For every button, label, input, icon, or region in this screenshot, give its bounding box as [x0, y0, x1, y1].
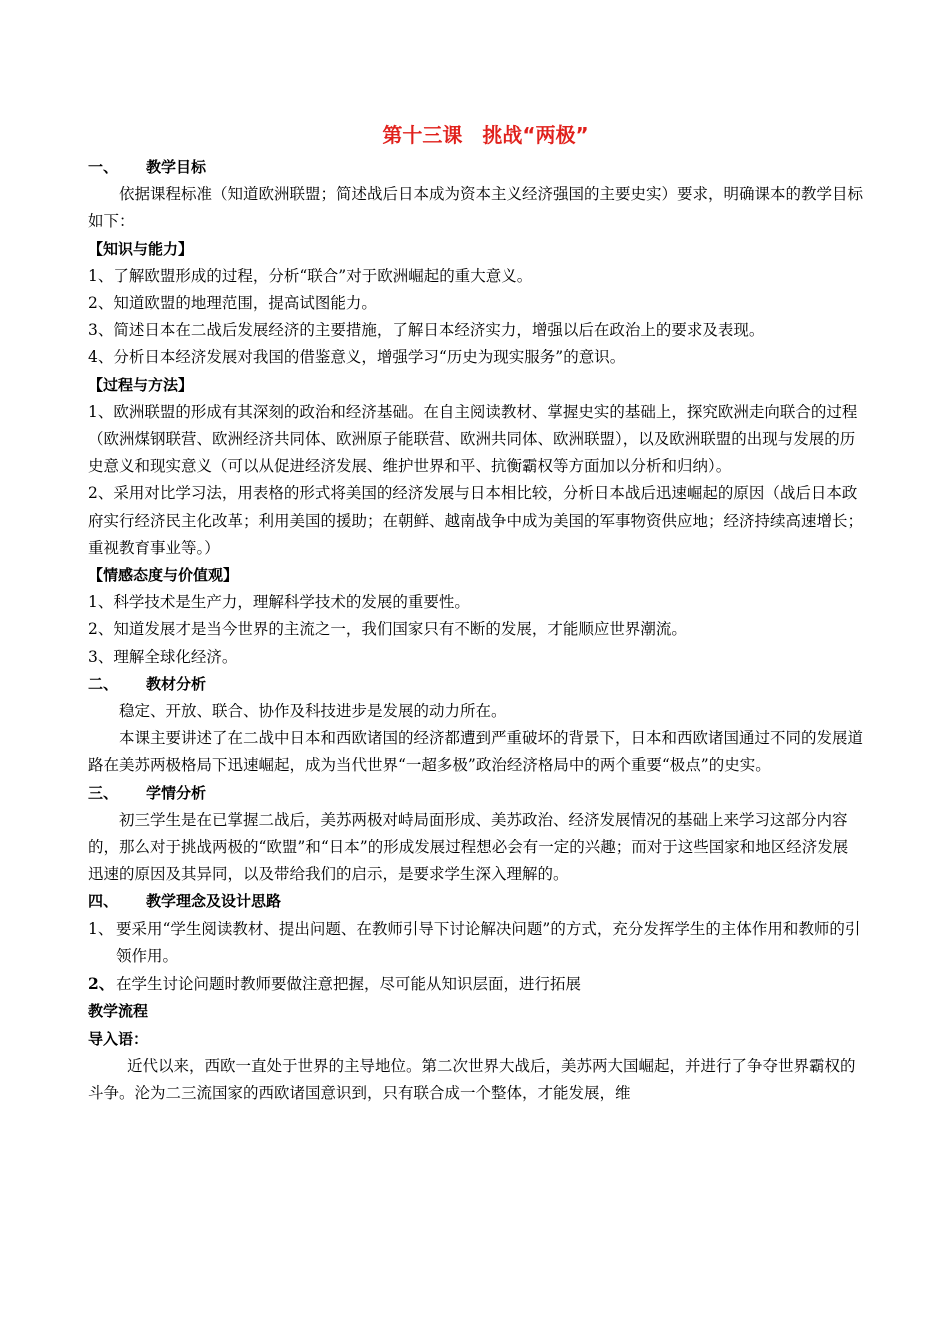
- subheading-emotion: 【情感态度与价值观】: [88, 566, 239, 585]
- intro-heading: 导入语：: [88, 1029, 149, 1048]
- list-text: 在学生讨论问题时教师要做注意把握，尽可能从知识层面，进行拓展: [116, 975, 582, 994]
- list-item: 3、理解全球化经济。: [88, 647, 238, 666]
- list-number: 1、: [88, 919, 114, 938]
- section-number: 三、: [88, 783, 119, 802]
- section-heading-2: [88, 671, 863, 698]
- document-body: [88, 118, 863, 1107]
- list-item: 4、分析日本经济发展对我国的借鉴意义，增强学习“历史为现实服务”的意识。: [88, 348, 626, 367]
- paragraph: 依据课程标准（知道欧洲联盟；简述战后日本成为资本主义经济强国的主要史实）要求，明确课本的教学目标如下：: [88, 185, 864, 231]
- section-title: 学情分析: [146, 783, 207, 802]
- section-title: 教学理念及设计思路: [146, 892, 282, 911]
- list-item: 1、科学技术是生产力，理解科学技术的发展的重要性。: [88, 593, 470, 612]
- list-item: 2、采用对比学习法，用表格的形式将美国的经济发展与日本相比较，分析日本战后迅速崛起的原因（战后日本政府实行经济民主化改革；利用美国的援助；在朝鲜、越南战争中成为美国的军事物资供应地；经济持续高速增长；重视教育事业等。）: [88, 484, 864, 557]
- section-heading-1: [88, 154, 863, 181]
- paragraph: 稳定、开放、联合、协作及科技进步是发展的动力所在。: [119, 702, 507, 721]
- list-item: 1、欧洲联盟的形成有其深刻的政治和经济基础。在自主阅读教材、掌握史实的基础上，探究欧洲走向联合的过程（欧洲煤钢联营、欧洲经济共同体、欧洲原子能联营、欧洲共同体、欧洲联盟），以及欧洲联盟的出现与发展的历史意义和现实意义（可以从促进经济发展、维护世界和平、抗衡霸权等方面加以分析和归纳）。: [88, 402, 858, 476]
- flow-heading: 教学流程: [88, 1002, 149, 1021]
- section-heading-3: [88, 780, 863, 807]
- section-number: 一、: [88, 158, 119, 176]
- list-item: 3、简述日本在二战后发展经济的主要措施，了解日本经济实力，增强以后在政治上的要求及表现。: [88, 321, 765, 340]
- subheading-knowledge: 【知识与能力】: [88, 239, 194, 258]
- paragraph: 初三学生是在已掌握二战后，美苏两极对峙局面形成、美苏政治、经济发展情况的基础上来学习这部分内容的，那么对于挑战两极的“欧盟”和“日本”的形成发展过程想必会有一定的兴趣；而对于这些国家和地区经济发展迅速的原因及其异同，以及带给我们的启示，是要求学生深入理解的。: [88, 810, 849, 884]
- list-item: 2、知道欧盟的地理范围，提高试图能力。: [88, 294, 377, 313]
- list-item: 2、知道发展才是当今世界的主流之一，我们国家只有不断的发展，才能顺应世界潮流。: [88, 620, 687, 639]
- page-title: 第十三课 挑战“两极”: [382, 123, 589, 147]
- paragraph: 近代以来，西欧一直处于世界的主导地位。第二次世界大战后，美苏两大国崛起，并进行了争夺世界霸权的斗争。沦为二三流国家的西欧诸国意识到，只有联合成一个整体，才能发展，维: [88, 1056, 856, 1102]
- list-item: [88, 970, 863, 998]
- list-number: 2、: [88, 974, 115, 994]
- paragraph: 本课主要讲述了在二战中日本和西欧诸国的经济都遭到严重破坏的背景下，日本和西欧诸国通过不同的发展道路在美苏两极格局下迅速崛起，成为当代世界“一超多极”政治经济格局中的两个重要“极点”的史实。: [88, 729, 864, 775]
- list-text: 要采用“学生阅读教材、提出问题、在教师引导下讨论解决问题”的方式，充分发挥学生的主体作用和教师的引领作用。: [116, 919, 861, 965]
- section-title: 教材分析: [146, 674, 207, 693]
- section-number: 四、: [88, 892, 119, 911]
- list-item: 1、了解欧盟形成的过程，分析“联合”对于欧洲崛起的重大意义。: [88, 266, 533, 285]
- section-heading-4: [88, 888, 863, 915]
- list-item: [88, 916, 863, 970]
- section-number: 二、: [88, 674, 119, 693]
- subheading-process: 【过程与方法】: [88, 375, 194, 394]
- section-title: 教学目标: [146, 158, 207, 176]
